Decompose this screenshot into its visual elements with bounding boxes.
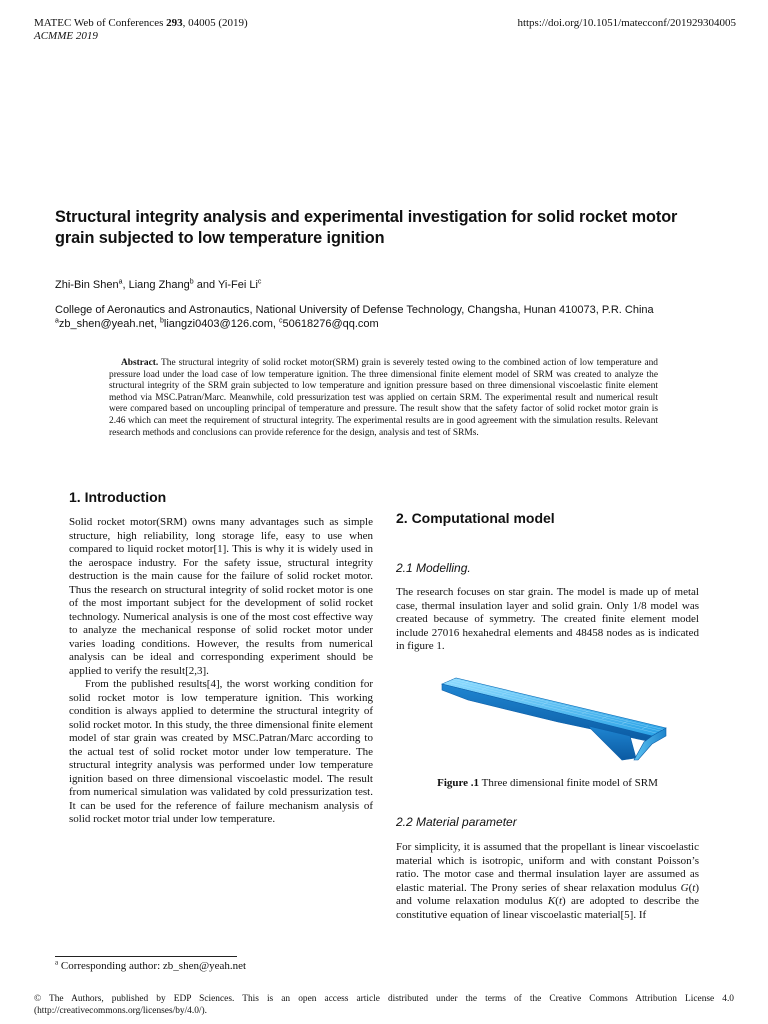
abstract-label: Abstract. bbox=[121, 358, 159, 368]
text-run: For simplicity, it is assumed that the propellant is linear viscoelastic material which is isotropic, uniform and with constant Poisson’s ratio. The motor case and thermal insulation layer are assumed as elastic material. The Prony series of shear relaxation modulus bbox=[396, 841, 699, 894]
doi-link[interactable]: https://doi.org/10.1051/matecconf/201929304005 bbox=[517, 17, 736, 29]
symbol-t: t bbox=[692, 881, 696, 894]
footnote-marker: a bbox=[55, 958, 59, 967]
modelling-body bbox=[396, 586, 699, 654]
journal-volume: 293 bbox=[166, 17, 183, 29]
paragraph: Solid rocket motor(SRM) owns many advantages such as simple structure, high reliability, long storage life, easy to use when compared to liquid rocket motor[1]. This is why it is widely used in the aerospace industry. For the safety issue, structural integrity destruction is the main cause for the failure of solid rocket motor. Thus the research on structural integrity of solid rocket motor is one of the most important subject for the development of solid rocket technology. Numerical analysis is one of the most cost effective way to analyze the mechanical response of solid rocket motor under varies loading conditions. However, the results from numerical analysis can be ideal and corresponding experiment should be applied to verify the result[2,3]. bbox=[69, 516, 373, 677]
email: zb_shen@yeah.net, bbox=[58, 318, 160, 330]
author-name: , Liang Zhang bbox=[122, 279, 190, 291]
footnote bbox=[55, 960, 246, 973]
author-sup: a bbox=[118, 278, 123, 286]
figure-label: Figure .1 bbox=[437, 777, 480, 789]
email: 50618276@qq.com bbox=[282, 318, 379, 330]
footnote-text: Corresponding author: zb_shen@yeah.net bbox=[58, 960, 247, 972]
symbol-g: G bbox=[680, 881, 689, 894]
figure-caption-text: Three dimensional finite model of SRM bbox=[479, 777, 658, 789]
license-notice: © The Authors, published by EDP Sciences. This is an open access article distributed under the terms of the Creative Commons Attribution License 4.0 (http://creativecommons.org/licenses/by/4.0/). bbox=[34, 994, 734, 1016]
section-heading-computational-model: 2. Computational model bbox=[396, 510, 555, 526]
running-header-journal bbox=[34, 17, 248, 30]
author-sup: c bbox=[257, 278, 262, 286]
author-name: Zhi-Bin Shen bbox=[55, 279, 119, 291]
symbol-k: K bbox=[547, 895, 556, 907]
model-side-surface bbox=[442, 684, 652, 742]
material-body bbox=[396, 841, 699, 922]
text-run: ( bbox=[688, 881, 693, 894]
email-sup: c bbox=[279, 317, 283, 325]
footnote-rule bbox=[55, 956, 237, 957]
author-name: and Yi-Fei Li bbox=[193, 279, 258, 291]
text-run: ( bbox=[555, 895, 559, 907]
author-list bbox=[55, 278, 261, 292]
text-run: ) are adopted to describe the constitutive equation of linear viscoelastic material[5]. If bbox=[396, 895, 700, 921]
abstract-text: The structural integrity of solid rocket motor(SRM) grain is severely tested owing to the combined action of low temperature and pressure load under the load case of low temperature ignition. The three dimensional finite element model of SRM was created to analyze the structural integrity of the SRM grain subjected to low temperature and ignition pressure based on three dimensional viscoelastic finite element method via MSC.Patran/Marc. Meanwhile, cold pressurization test was applied on certain SRM. The experimental result and numerical result were compared based on uncoupling principal of temperature and pressure. The result show that the safety factor of solid rocket motor grain is 2.46 which can meet the requirement of structural integrity. The experimental results are in good agreement with the simulation results. Relevant research methods and conclusions can provide reference for the design, analysis and test of SRMs. bbox=[109, 358, 658, 438]
section-heading-introduction: 1. Introduction bbox=[69, 489, 167, 505]
paragraph: The research focuses on star grain. The model is made up of metal case, thermal insulation layer and solid grain. Only 1/8 model was created because of symmetry. The created finite element model include 27016 hexahedral elements and 48458 nodes as is indicated in figure 1. bbox=[396, 586, 699, 652]
paragraph bbox=[396, 841, 699, 922]
finite-element-model-figure bbox=[438, 676, 670, 762]
abstract bbox=[109, 358, 658, 439]
article-ref: , 04005 (2019) bbox=[182, 17, 248, 29]
subsection-heading-material-parameter: 2.2 Material parameter bbox=[396, 815, 517, 829]
journal-name: MATEC Web of Conferences bbox=[34, 17, 167, 29]
subsection-heading-modelling: 2.1 Modelling. bbox=[396, 561, 471, 575]
introduction-body bbox=[69, 516, 373, 827]
affiliation: College of Aeronautics and Astronautics, National University of Defense Technology, Changsha, Hunan 410073, P.R. China bbox=[55, 304, 654, 316]
paragraph: From the published results[4], the worst working condition for solid rocket motor is low temperature ignition. This working condition is always applied to determine the structural integrity of solid rocket motor. In this study, the three dimensional finite element model of star grain was created by MSC.Patran/Marc according to the actual test of solid rocket motor under low temperature. The structural integrity analysis was performed under low temperature ignition based on three dimensional viscoelastic model. The result from numerical simulation was validated by cold pressurization test. It can be used for the reference of failure mechanism analysis of solid rocket motor trial under low temperature. bbox=[69, 678, 373, 825]
conference-name: ACMME 2019 bbox=[34, 30, 98, 42]
email: liangzi0403@126.com, bbox=[163, 318, 280, 330]
author-emails bbox=[55, 317, 379, 331]
email-sup: a bbox=[55, 317, 59, 325]
paper-title: Structural integrity analysis and experimental investigation for solid rocket motor grain subjected to low temperature ignition bbox=[55, 208, 678, 247]
email-sup: b bbox=[159, 317, 164, 325]
symbol-t: t bbox=[558, 895, 562, 907]
text-run: ) and volume relaxation modulus bbox=[396, 881, 699, 907]
figure-caption bbox=[396, 777, 699, 790]
author-sup: b bbox=[189, 278, 194, 286]
